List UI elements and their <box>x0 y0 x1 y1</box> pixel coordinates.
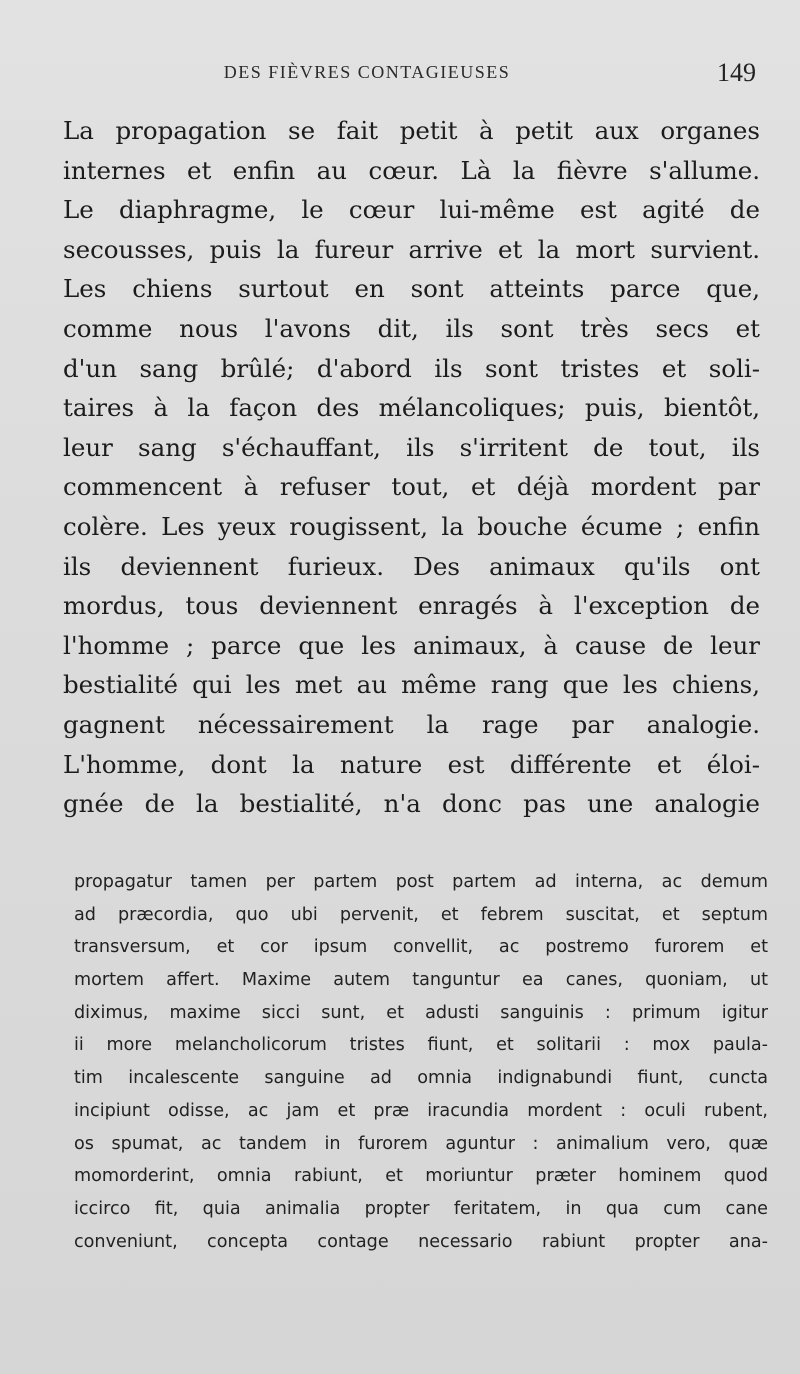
running-title: DES FIÈVRES CONTAGIEUSES <box>223 62 511 82</box>
main-text-line: taires à la façon des mélancoliques; puis, bientôt, <box>63 393 760 423</box>
footnote-line: incipiunt odisse, ac jam et præ iracundia mordent : oculi rubent, <box>74 1100 768 1121</box>
footnote-line: momorderint, omnia rabiunt, et moriuntur præter hominem quod <box>74 1166 768 1187</box>
footnote-line: conveniunt, concepta contage necessario rabiunt propter ana- <box>74 1231 768 1252</box>
main-text-line: La propagation se fait petit à petit aux organes <box>63 116 760 145</box>
footnote-line: iccirco fit, quia animalia propter feritatem, in qua cum cane <box>74 1198 768 1219</box>
footnote-line: diximus, maxime sicci sunt, et adusti sanguinis : primum igitur <box>74 1002 768 1023</box>
main-text <box>63 111 760 824</box>
footnote-line: mortem affert. Maxime autem tanguntur ea canes, quoniam, ut <box>74 970 768 991</box>
main-text-line: Les chiens surtout en sont atteints parce que, <box>63 274 760 304</box>
main-text-line: internes et enfin au cœur. Là la fièvre s'allume. <box>63 155 760 185</box>
footnote-latin <box>74 866 768 1258</box>
main-text-line: bestialité qui les met au même rang que les chiens, <box>63 670 760 700</box>
footnote-line: ii more melancholicorum tristes fiunt, et solitarii : mox paula- <box>74 1035 768 1056</box>
main-text-line: secousses, puis la fureur arrive et la mort survient. <box>63 234 760 264</box>
footnote-line: propagatur tamen per partem post partem ad interna, ac demum <box>74 872 768 892</box>
running-head <box>62 58 762 94</box>
footnote-line: os spumat, ac tandem in furorem aguntur : animalium vero, quæ <box>74 1133 768 1154</box>
main-text-line: ils deviennent furieux. Des animaux qu'ils ont <box>63 551 760 581</box>
main-text-line: leur sang s'échauffant, ils s'irritent de tout, ils <box>63 432 760 462</box>
footnote-line: ad præcordia, quo ubi pervenit, et febrem suscitat, et septum <box>74 904 768 925</box>
main-text-line: L'homme, dont la nature est différente et éloi- <box>63 749 760 779</box>
main-text-line: mordus, tous deviennent enragés à l'exception de <box>63 591 760 621</box>
main-text-line: Le diaphragme, le cœur lui-même est agité de <box>63 195 760 225</box>
main-text-line: comme nous l'avons dit, ils sont très secs et <box>63 313 760 343</box>
main-text-line: gnée de la bestialité, n'a donc pas une analogie <box>63 789 760 819</box>
footnote-line: transversum, et cor ipsum convellit, ac postremo furorem et <box>74 937 768 958</box>
main-text-line: colère. Les yeux rougissent, la bouche écume ; enfin <box>63 511 760 541</box>
main-text-line: l'homme ; parce que les animaux, à cause de leur <box>63 630 760 660</box>
page-number: 149 <box>717 58 756 87</box>
footnote-line: tim incalescente sanguine ad omnia indignabundi fiunt, cuncta <box>74 1068 768 1089</box>
main-text-line: gagnent nécessairement la rage par analogie. <box>63 709 760 739</box>
main-text-line: d'un sang brûlé; d'abord ils sont tristes et soli- <box>63 353 760 383</box>
main-text-line: commencent à refuser tout, et déjà mordent par <box>63 472 760 502</box>
